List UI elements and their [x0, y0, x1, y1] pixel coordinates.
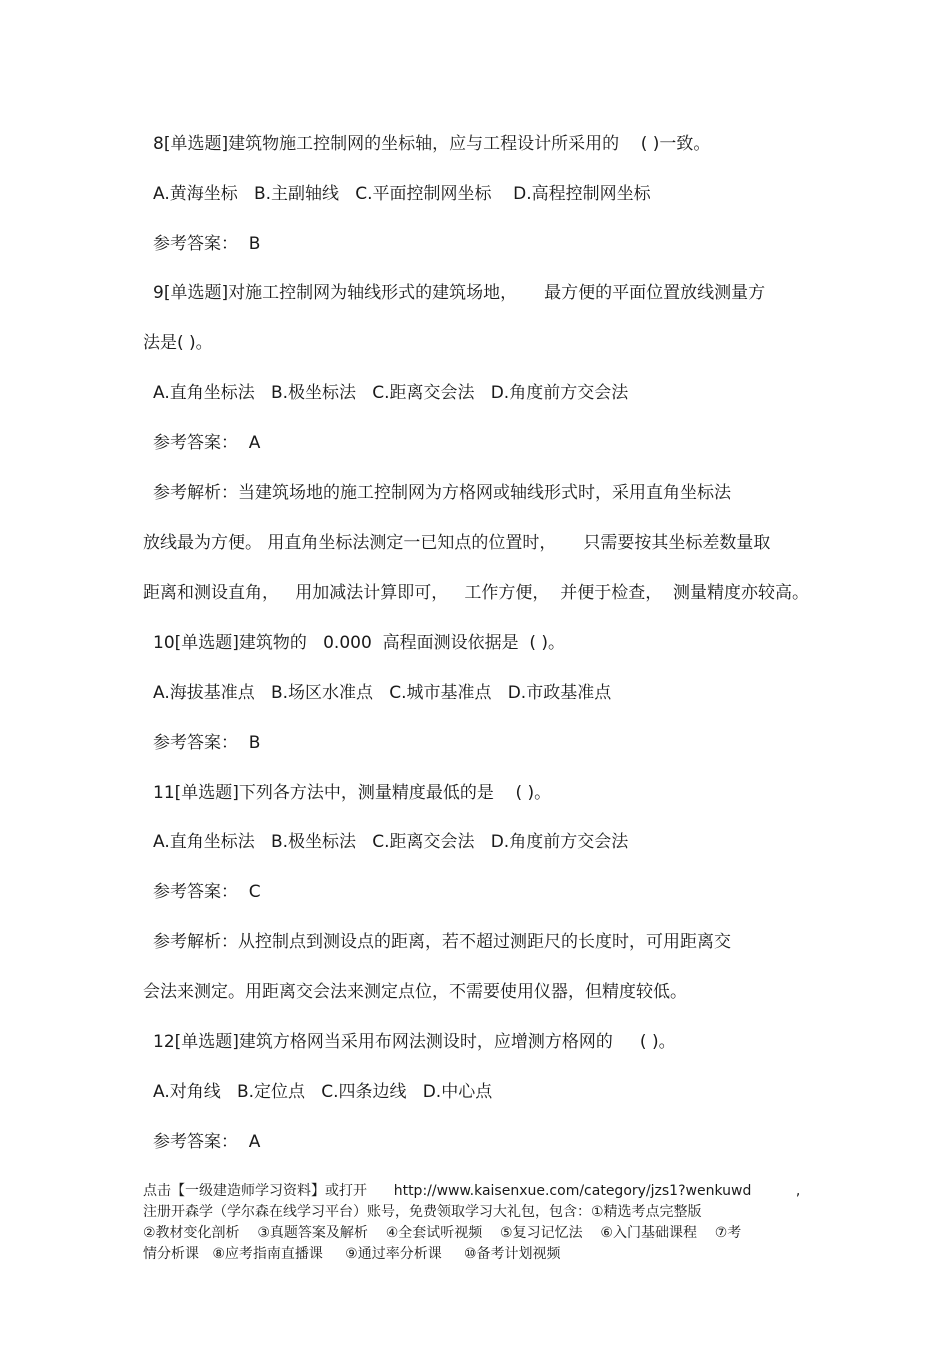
question-10-stem: 10[单选题]建筑物的 0.000 高程面测设依据是 ( )。 [153, 633, 566, 653]
question-11-answer: 参考答案： C [153, 882, 261, 902]
question-9-analysis-cont-2: 距离和测设直角， 用加减法计算即可， 工作方便， 并便于检查， 测量精度亦较高。 [143, 583, 810, 603]
question-9-analysis: 参考解析：当建筑场地的施工控制网为方格网或轴线形式时，采用直角坐标法 [153, 483, 731, 503]
question-12-answer: 参考答案： A [153, 1132, 261, 1152]
question-11-analysis-cont: 会法来测定。用距离交会法来测定点位，不需要使用仪器，但精度较低。 [143, 982, 687, 1002]
question-10-answer: 参考答案： B [153, 733, 261, 753]
promo-footer [143, 1181, 813, 1265]
footer-link-line[interactable]: 点击【一级建造师学习资料】或打开 http://www.kaisenxue.com/category/jzs1?wenkuwd , [143, 1183, 801, 1199]
question-9-stem: 9[单选题]对施工控制网为轴线形式的建筑场地， 最方便的平面位置放线测量方 [153, 283, 766, 303]
question-11-analysis: 参考解析：从控制点到测设点的距离，若不超过测距尺的长度时，可用距离交 [153, 932, 731, 952]
question-9-answer: 参考答案： A [153, 433, 261, 453]
question-12-stem: 12[单选题]建筑方格网当采用布网法测设时，应增测方格网的 ( )。 [153, 1032, 676, 1052]
footer-line-4: 情分析课 ⑧应考指南直播课 ⑨通过率分析课 ⑩备考计划视频 [143, 1246, 561, 1262]
question-10-options: A.海拔基准点 B.场区水准点 C.城市基准点 D.市政基准点 [153, 683, 612, 703]
question-9-analysis-cont-1: 放线最为方便。 用直角坐标法测定一已知点的位置时， 只需要按其坐标差数量取 [143, 533, 771, 553]
footer-line-2: 注册开森学（学尔森在线学习平台）账号，免费领取学习大礼包，包含：①精选考点完整版 [143, 1204, 702, 1220]
question-8-options: A.黄海坐标 B.主副轴线 C.平面控制网坐标 D.高程控制网坐标 [153, 184, 651, 204]
question-12-options: A.对角线 B.定位点 C.四条边线 D.中心点 [153, 1082, 493, 1102]
question-8-answer: 参考答案： B [153, 234, 261, 254]
question-9-stem-cont: 法是( )。 [143, 333, 213, 353]
footer-line-3: ②教材变化剖析 ③真题答案及解析 ④全套试听视频 ⑤复习记忆法 ⑥入门基础课程 ⑦考 [143, 1225, 742, 1241]
question-9-options: A.直角坐标法 B.极坐标法 C.距离交会法 D.角度前方交会法 [153, 383, 629, 403]
question-11-stem: 11[单选题]下列各方法中，测量精度最低的是 ( )。 [153, 783, 552, 803]
question-11-options: A.直角坐标法 B.极坐标法 C.距离交会法 D.角度前方交会法 [153, 832, 629, 852]
question-8-stem: 8[单选题]建筑物施工控制网的坐标轴，应与工程设计所采用的 ( )一致。 [153, 134, 711, 154]
